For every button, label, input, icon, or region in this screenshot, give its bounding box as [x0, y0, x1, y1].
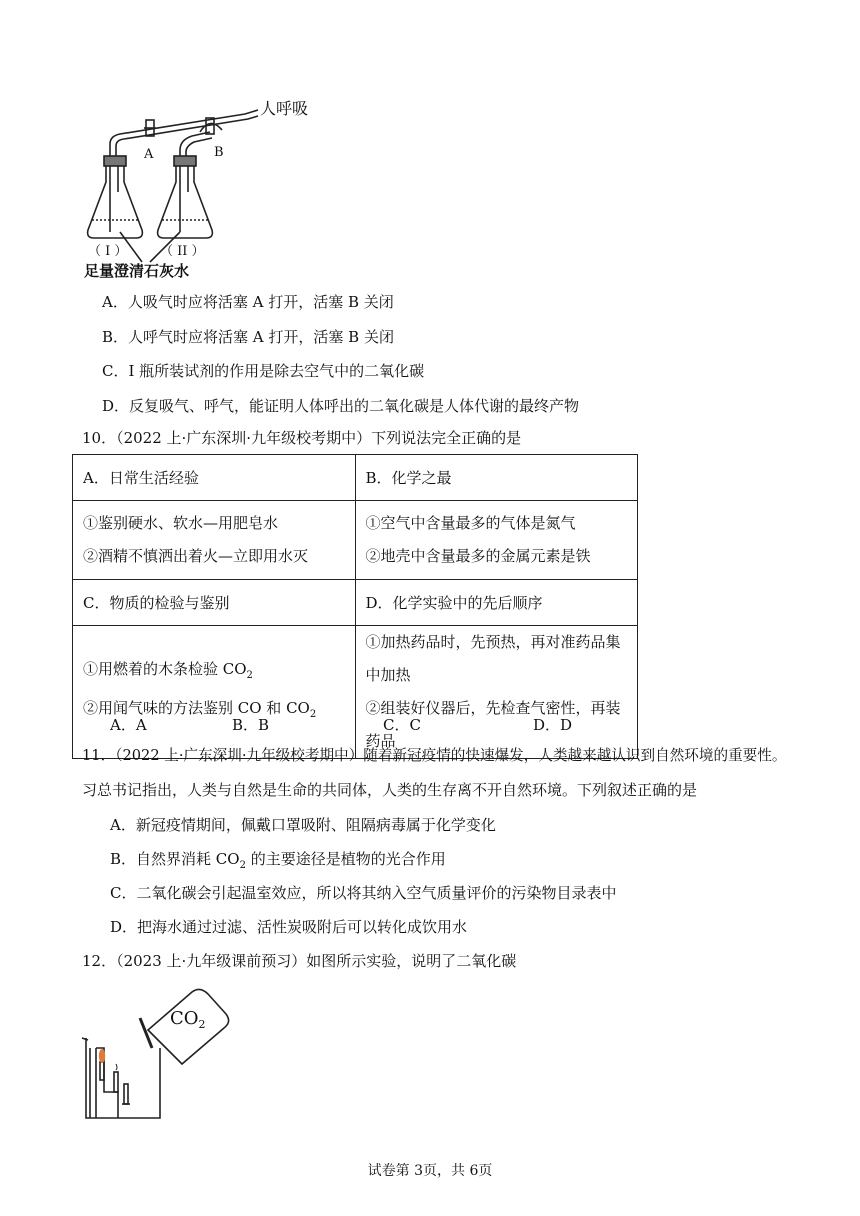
breathing-apparatus-figure: [80, 92, 320, 282]
reagent-label: 足量澄清石灰水: [84, 262, 190, 280]
page-footer: 试卷第 3页，共 6页: [367, 1163, 493, 1179]
cell-b-line1: ①空气中含量最多的气体是氮气: [365, 514, 576, 532]
q9-option-d: D．反复吸气、呼气，能证明人体呼出的二氧化碳是人体代谢的最终产物: [102, 397, 580, 415]
q10-stem: 10．（2022 上·广东深圳·九年级校考期中）下列说法完全正确的是: [82, 429, 522, 447]
subscript: 2: [246, 670, 253, 681]
q9-option-b: B．人呼气时应将活塞 A 打开，活塞 B 关闭: [102, 328, 394, 346]
q10-answer-c: C．C: [383, 716, 421, 734]
cell-d-line1: ①加热药品时，先预热，再对准药品集中加热: [365, 633, 621, 684]
cell-a-line2: ②酒精不慎洒出着火—立即用水灭: [83, 547, 309, 565]
cell-d-body: [355, 626, 638, 759]
q11-option-b: B．自然界消耗 $CO_2$ 的主要途径是植物的光合作用: [110, 850, 446, 871]
cell-c-body: [73, 626, 356, 759]
cell-c-head: C．物质的检验与鉴别: [73, 580, 356, 626]
q11-stem-line1: 11．（2022 上·广东深圳·九年级校考期中）随着新冠疫情的快速爆发，人类越来越认识到自然环境的重要性。: [82, 747, 787, 764]
q10-answer-a: A．A: [110, 716, 147, 734]
cell-b-line2: ②地壳中含量最多的金属元素是铁: [365, 547, 591, 565]
q10-answer-d: D．D: [533, 716, 573, 734]
cell-b-head: B．化学之最: [355, 455, 638, 501]
q11-stem-line2: 习总书记指出，人类与自然是生命的共同体，人类的生存离不开自然环境。下列叙述正确的是: [82, 781, 698, 799]
valve-a-label: A: [144, 147, 154, 162]
co2-bottle-label: $CO_2$: [170, 1008, 206, 1031]
valve-b-label: B: [214, 145, 224, 160]
co2-candle-figure: [74, 988, 244, 1128]
q9-option-a: A．人吸气时应将活塞 A 打开，活塞 B 关闭: [102, 293, 394, 311]
cell-c-line1: ①用燃着的木条检验 CO: [83, 660, 247, 678]
q12-stem: 12．（2023 上·九年级课前预习）如图所示实验，说明了二氧化碳: [82, 952, 517, 970]
cell-b-body: [355, 501, 638, 580]
q10-answer-b: B．B: [232, 716, 270, 734]
breath-label: 人呼吸: [260, 99, 309, 118]
flask-i-label: （ I ）: [88, 244, 128, 259]
subscript: 2: [309, 709, 317, 720]
q11-option-c: C．二氧化碳会引起温室效应，所以将其纳入空气质量评价的污染物目录表中: [110, 884, 617, 902]
cell-d-head: D．化学实验中的先后顺序: [355, 580, 638, 626]
q11-option-a: A．新冠疫情期间，佩戴口罩吸附、阻隔病毒属于化学变化: [110, 816, 496, 834]
cell-a-body: [73, 501, 356, 580]
cell-d-line2: ②组装好仪器后，先检查气密性，再装药品: [365, 699, 621, 750]
cell-a-line1: ①鉴别硬水、软水—用肥皂水: [83, 514, 279, 532]
q11-option-d: D．把海水通过过滤、活性炭吸附后可以转化成饮用水: [110, 918, 468, 936]
q9-option-c: C．I 瓶所装试剂的作用是除去空气中的二氧化碳: [102, 362, 425, 380]
cell-a-head: A．日常生活经验: [73, 455, 356, 501]
cell-c-line2: ②用闻气味的方法鉴别 CO 和 CO: [83, 699, 310, 717]
flask-ii-label: （ II ）: [160, 244, 205, 259]
